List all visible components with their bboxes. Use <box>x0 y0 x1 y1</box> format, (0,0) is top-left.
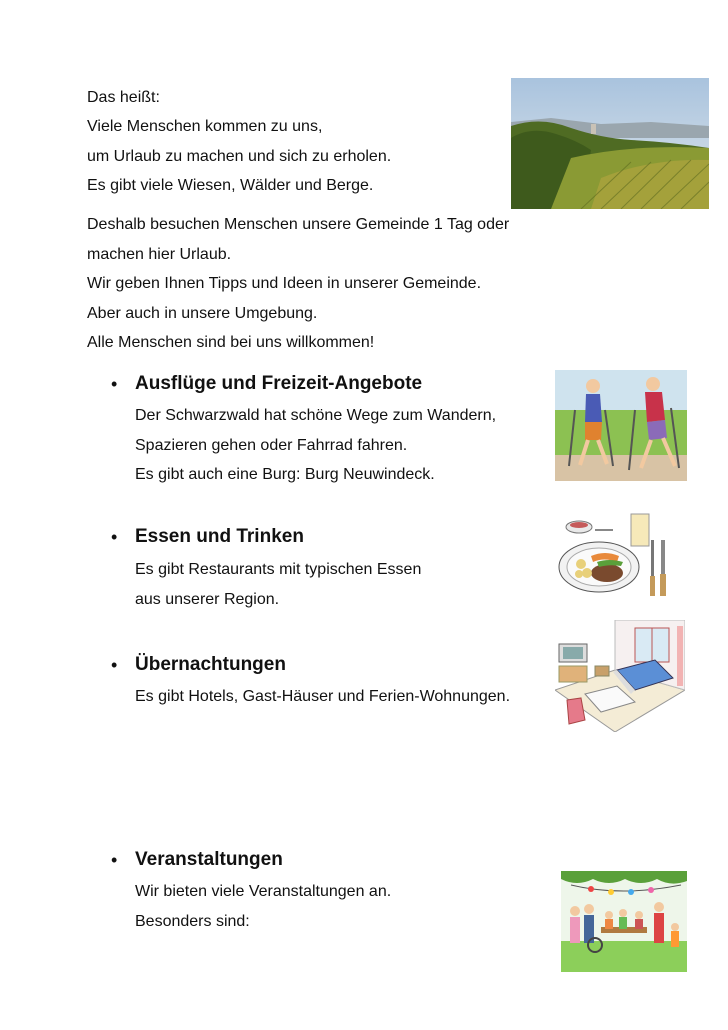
heading-ausfluege: Ausflüge und Freizeit-Angebote <box>135 373 423 394</box>
heading-uebernachtungen: Übernachtungen <box>135 654 286 675</box>
intro-line-6: machen hier Urlaub. <box>87 246 232 263</box>
bullet-ausfluege: • <box>111 374 118 394</box>
intro-line-9: Alle Menschen sind bei uns willkommen! <box>87 334 375 351</box>
uebernachtungen-line-1: Es gibt Hotels, Gast-Häuser und Ferien-Wohnungen. <box>135 688 511 705</box>
heading-veranstaltungen: Veranstaltungen <box>135 849 283 870</box>
veranstaltungen-line-1: Wir bieten viele Veranstaltungen an. <box>135 883 392 900</box>
intro-line-4: Es gibt viele Wiesen, Wälder und Berge. <box>87 177 374 194</box>
festival-illustration <box>561 871 687 972</box>
ausfluege-line-2: Spazieren gehen oder Fahrrad fahren. <box>135 437 408 454</box>
intro-line-2: Viele Menschen kommen zu uns, <box>87 118 323 135</box>
intro-line-1: Das heißt: <box>87 89 160 106</box>
intro-line-8: Aber auch in unsere Umgebung. <box>87 305 318 322</box>
bullet-veranstaltungen: • <box>111 850 118 870</box>
essen-line-1: Es gibt Restaurants mit typischen Essen <box>135 561 422 578</box>
essen-line-2: aus unserer Region. <box>135 591 280 608</box>
ausfluege-line-3: Es gibt auch eine Burg: Burg Neuwindeck. <box>135 466 435 483</box>
bullet-uebernachtungen: • <box>111 655 118 675</box>
intro-line-7: Wir geben Ihnen Tipps und Ideen in unserer Gemeinde. <box>87 275 482 292</box>
heading-essen: Essen und Trinken <box>135 526 304 547</box>
hiking-illustration <box>555 370 687 481</box>
vineyard-photo <box>511 78 709 209</box>
hotel-room-illustration <box>555 620 685 732</box>
ausfluege-line-1: Der Schwarzwald hat schöne Wege zum Wandern, <box>135 407 497 424</box>
intro-line-5: Deshalb besuchen Menschen unsere Gemeinde 1 Tag oder <box>87 216 510 233</box>
intro-line-3: um Urlaub zu machen und sich zu erholen. <box>87 148 392 165</box>
bullet-essen: • <box>111 527 118 547</box>
veranstaltungen-line-2: Besonders sind: <box>135 913 250 930</box>
food-illustration <box>557 510 671 600</box>
